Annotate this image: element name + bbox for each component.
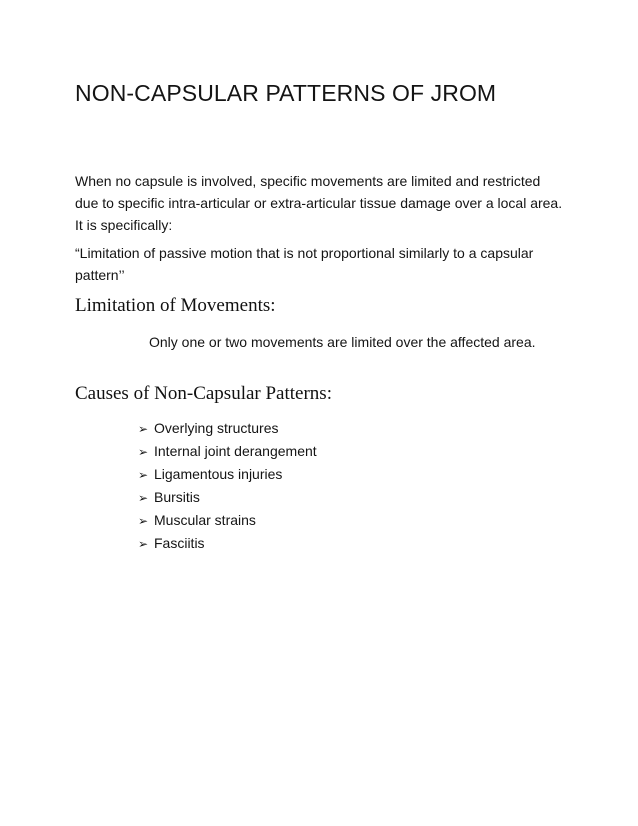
list-item-text: Muscular strains — [154, 512, 256, 528]
list-item-text: Internal joint derangement — [154, 443, 317, 459]
arrowhead-bullet-icon: ➢ — [138, 491, 149, 505]
arrowhead-bullet-icon: ➢ — [138, 514, 149, 528]
causes-heading: Causes of Non-Capsular Patterns: — [75, 383, 332, 404]
list-item — [138, 463, 317, 486]
list-item — [138, 417, 317, 440]
list-item-text: Ligamentous injuries — [154, 466, 283, 482]
list-item-text: Overlying structures — [154, 420, 279, 436]
causes-list — [138, 417, 317, 555]
list-item — [138, 509, 317, 532]
arrowhead-bullet-icon: ➢ — [138, 422, 149, 436]
list-item — [138, 486, 317, 509]
limitation-heading: Limitation of Movements: — [75, 295, 276, 316]
page-title: NON-CAPSULAR PATTERNS OF JROM — [75, 80, 497, 106]
list-item — [138, 440, 317, 463]
limitation-paragraph: Only one or two movements are limited over the affected area. — [149, 334, 536, 350]
intro-paragraph: When no capsule is involved, specific movements are limited and restricted due to specific intra-articular or extra-articular tissue damage over a local area. It is specifically: — [75, 173, 563, 233]
arrowhead-bullet-icon: ➢ — [138, 468, 149, 482]
arrowhead-bullet-icon: ➢ — [138, 537, 149, 551]
list-item — [138, 532, 317, 555]
list-item-text: Bursitis — [154, 489, 200, 505]
arrowhead-bullet-icon: ➢ — [138, 445, 149, 459]
definition-quote: “Limitation of passive motion that is not proportional similarly to a capsular pattern’’ — [75, 245, 534, 283]
list-item-text: Fasciitis — [154, 535, 205, 551]
